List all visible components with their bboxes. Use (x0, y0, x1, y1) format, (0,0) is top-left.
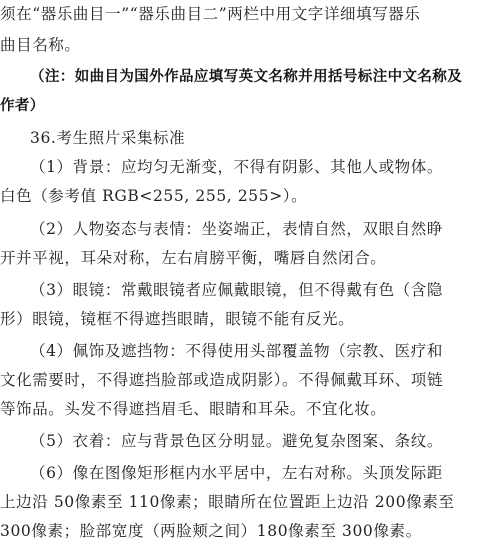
body-text-line: 须在“器乐曲目一”“器乐曲目二”两栏中用文字详细填写器乐 (0, 5, 421, 23)
body-text-line: 300像素；脸部宽度（两脸颊之间）180像素至 300像素。 (0, 522, 422, 540)
body-text-line: 等饰品。头发不得遮挡眉毛、眼睛和耳朵。不宜化妆。 (0, 400, 387, 418)
body-text-line: 白色（参考值 RGB<255, 255, 255>）。 (0, 187, 308, 205)
body-text-line: 形）眼镜，镜框不得遮挡眼睛，眼镜不能有反光。 (0, 310, 355, 328)
body-text-line: （2）人物姿态与表情：坐姿端正，表情自然，双眼自然睁 (30, 220, 443, 238)
body-text-line: 开并平视，耳朵对称，左右肩膀平衡，嘴唇自然闭合。 (0, 249, 387, 267)
note-text-line: 作者） (0, 98, 45, 114)
body-text-line: （6）像在图像矩形框内水平居中，左右对称。头顶发际距 (30, 464, 443, 482)
body-text-line: （4）佩饰及遮挡物：不得使用头部覆盖物（宗教、医疗和 (30, 342, 443, 360)
body-text-line: （3）眼镜：常戴眼镜者应佩戴眼镜，但不得戴有色（含隐 (30, 281, 443, 299)
body-text-line: （5）衣着：应与背景色区分明显。避免复杂图案、条纹。 (30, 432, 443, 450)
note-text-line: （注：如曲目为国外作品应填写英文名称并用括号标注中文名称及 (30, 69, 463, 85)
section-heading: 36.考生照片采集标准 (30, 129, 186, 147)
body-text-line: （1）背景：应均匀无渐变，不得有阴影、其他人或物体。 (30, 158, 443, 176)
body-text-line: 曲目名称。 (0, 36, 81, 54)
body-text-line: 上边沿 50像素至 110像素；眼睛所在位置距上边沿 200像素至 (0, 493, 455, 511)
body-text-line: 文化需要时，不得遮挡脸部或造成阴影）。不得佩戴耳环、项链 (0, 371, 444, 389)
